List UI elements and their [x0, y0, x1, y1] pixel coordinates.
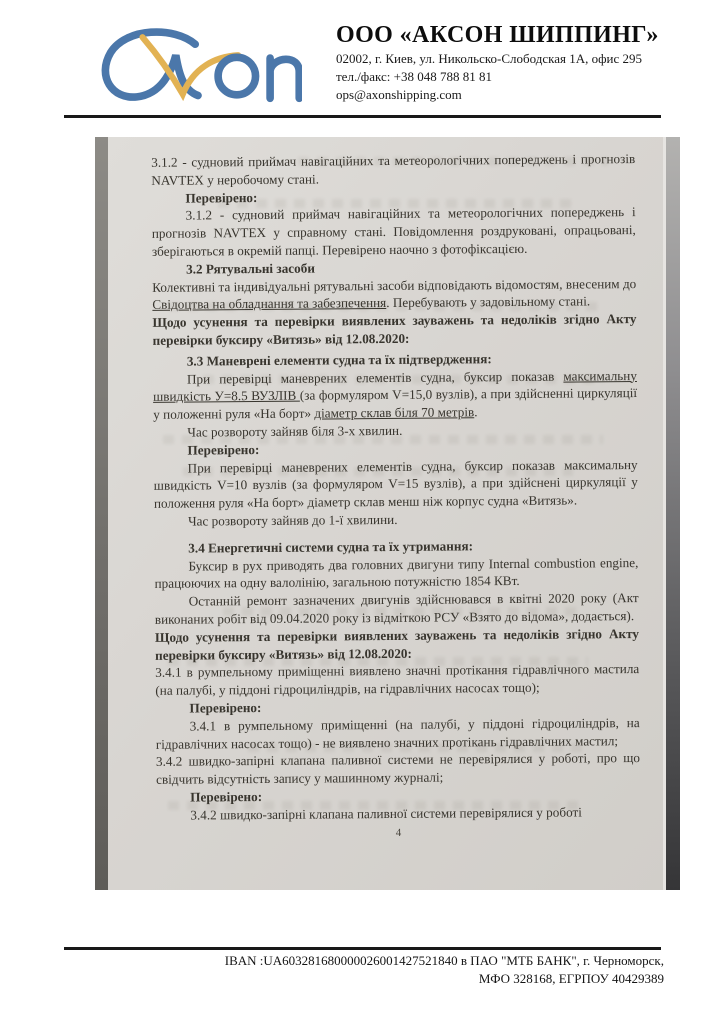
letterhead [336, 22, 682, 103]
para-34-repair: Останній ремонт зазначених двигунів здійснювався в квітні 2020 року (Акт виконаних робіт від 09.04.2020 року із відміткою РСУ «Взято до відома», додається). [154, 590, 639, 627]
axon-logo-icon [94, 26, 302, 104]
verified-label: Перевірено: [185, 189, 258, 206]
logo-letter-o [218, 57, 255, 94]
company-address: 02002, г. Киев, ул. Никольско-Слободская 1А, офис 295 [336, 51, 643, 66]
para-342-defect: 3.4.2 швидко-запірні клапана паливної системи не перевірялися у роботі, про що свідчить відсутність запису у машинному журналі; [155, 750, 640, 787]
para-312-verified: 3.1.2 - судновий приймач навігаційних та метеорологічних попереджень і прогнозів NAVTEX у справному стані. Повідомлення роздруковані, опрацьовані, зберігаються в окремій папці. Перевірено наочно з фотофіксацією. [151, 204, 636, 259]
scanned-document-photo [95, 137, 680, 890]
logo-letter-n [270, 58, 299, 98]
para-33-verified: При перевірці маневрених елементів судна, буксир показав максимальну швидкість V=10 вузлів (за формуляром V=15 вузлів), а при здійснені циркуляції у положення руля «На борт» діаметр склав менш ніж корпус судна «Витязь». [153, 456, 638, 511]
para-32-text: Колективні та індивідуальні рятувальні засоби відповідають відомостям, внесеним до [152, 275, 637, 295]
para-32 [152, 275, 636, 314]
para-32-text-end: . Перебувають у задовільному стані. [386, 293, 591, 311]
footer-registry-line: МФО 328168, ЕГРПОУ 40429389 [478, 970, 664, 986]
para-33-text-mid: (за формуляром V=15,0 вузлів), а при здійсненні циркуляції у положенні руля «На борт» [153, 385, 638, 422]
footer-bank-details [194, 952, 664, 987]
verified-label: Перевірено: [187, 441, 260, 458]
para-33-verified-turn-time: Час розвороту зайняв до 1-ї хвилини. [187, 511, 398, 529]
para-33-underlined-diameter: діаметр склав біля 70 метрів [314, 404, 475, 421]
para-342-verified: 3.4.2 швидко-запірні клапана паливної системи перевірялися у роботі [190, 804, 582, 823]
para-33-text: При перевірці маневрених елементів судна, буксир показав [186, 368, 564, 387]
para-33-turn-time: Час розвороту зайняв біля 3-х хвилин. [187, 422, 403, 440]
remediation-heading: Щодо усунення та перевірки виявлених зауважень та недоліків згідно Акту перевірки буксиру «Витязь» від 12.08.2020: [152, 311, 637, 348]
verified-label: Перевірено: [189, 699, 262, 716]
para-34-engines: Буксир в рух приводять два головних двигуни типу Internal combustion engine, працюючих на одну валолінію, загальною потужністю 1854 КВт. [154, 554, 639, 592]
scan-text-body [105, 135, 669, 892]
verified-label: Перевірено: [190, 788, 263, 805]
company-name: ООО «АКСОН ШИППИНГ» [336, 22, 659, 48]
para-33-underlined-speed: максимальну швидкість У=8.5 ВУЗЛІВ [153, 367, 637, 405]
section-34-title: 3.4 Енергетичні системи судна та їх утримання: [188, 538, 474, 556]
para-341-defect: 3.4.1 в румпельному приміщенні виявлено значні протікання гідравлічного мастила (на палубі, у піддоні гідроциліндрів, на гідравлічних насосах тощо); [155, 661, 640, 698]
para-32-underlined: Свідоцтва на обладнання та забезпечення [152, 295, 387, 313]
para-33 [153, 367, 637, 424]
scan-page-number: 4 [395, 827, 402, 840]
section-32-title: 3.2 Рятувальні засоби [186, 260, 315, 277]
company-phone: тел./факс: +38 048 788 81 81 [336, 69, 492, 84]
para-312-defect: 3.1.2 - судновий приймач навігаційних та метеорологічних попереджень і прогнозів NAVTEX у неробочому стані. [151, 151, 636, 188]
footer-iban-line: IBAN :UA603281680000026001427521840 в ПАО "МТБ БАНК", г. Черноморск, [224, 953, 664, 968]
header-divider [64, 115, 661, 118]
para-33-text-end: . [474, 404, 478, 420]
company-email: ops@axonshipping.com [336, 87, 462, 102]
section-33-title: 3.3 Маневрені елементи судна та їх підтвердження: [186, 350, 492, 369]
para-341-verified: 3.4.1 в румпельному приміщенні (на палубі, у піддоні гідроциліндрів, на гідравлічних насосах тощо) - не виявлено значних протікань гідравлічних мастил; [155, 714, 640, 752]
footer-divider [64, 947, 661, 950]
remediation-heading: Щодо усунення та перевірки виявлених зауважень та недоліків згідно Акту перевірки буксиру «Витязь» від 12.08.2020: [154, 625, 640, 663]
